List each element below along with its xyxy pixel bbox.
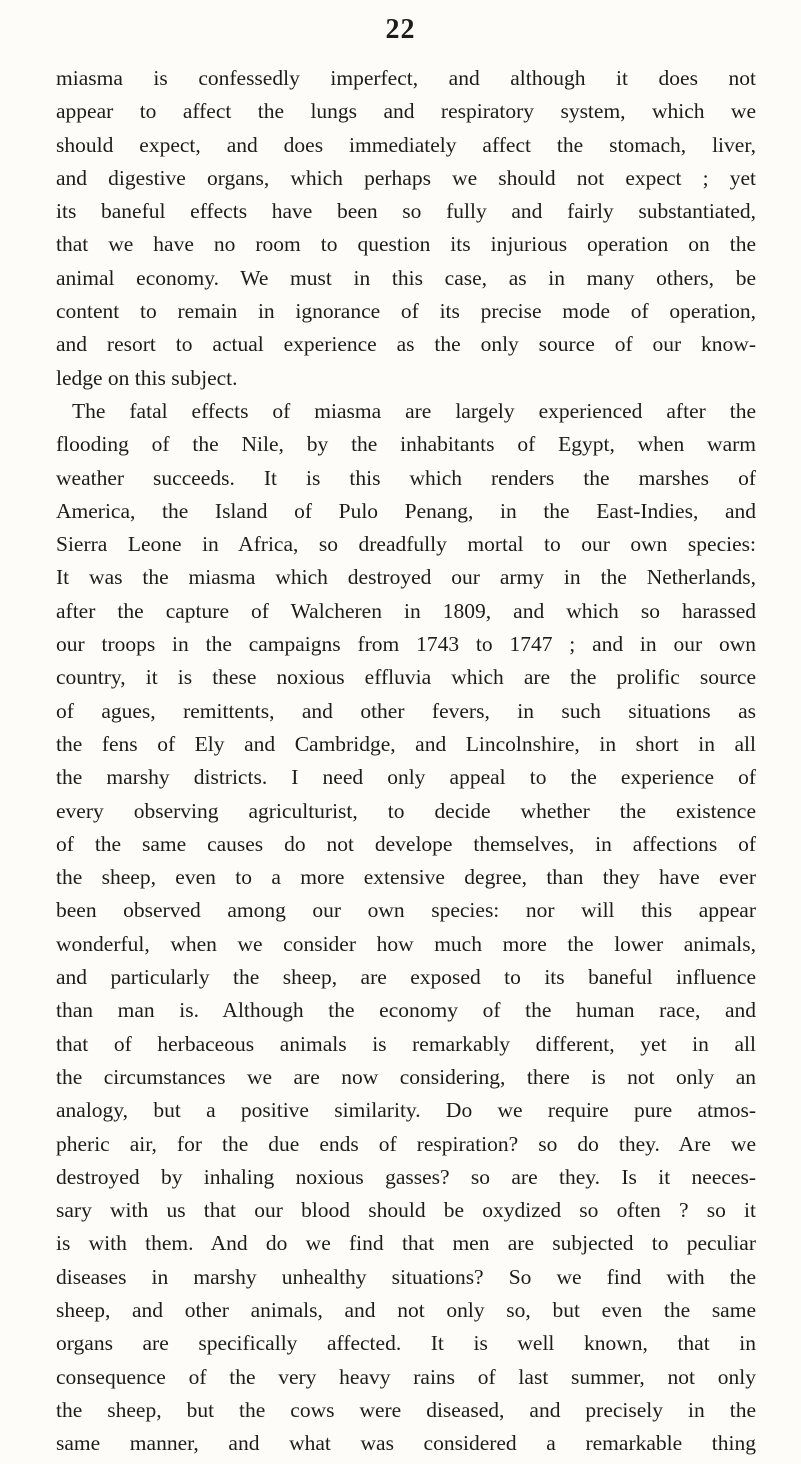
body-text	[56, 62, 756, 1460]
paragraph-1	[56, 62, 756, 395]
text-line: and resort to actual experience as the only source of our know-	[56, 332, 756, 357]
text-line: ledge on this subject.	[56, 365, 238, 390]
page-number: 22	[385, 14, 416, 45]
text-line: flooding of the Nile, by the inhabitants of Egypt, when warm	[56, 432, 756, 457]
text-line: that of herbaceous animals is remarkably different, yet in all	[56, 1031, 756, 1056]
text-line: destroyed by inhaling noxious gasses? so are they. Is it neeces-	[56, 1164, 756, 1189]
text-line: diseases in marshy unhealthy situations? So we find with the	[56, 1264, 756, 1289]
text-line: and particularly the sheep, are exposed to its baneful influence	[56, 965, 756, 990]
text-line: appear to affect the lungs and respiratory system, which we	[56, 99, 756, 124]
text-line: consequence of the very heavy rains of last summer, not only	[56, 1364, 756, 1389]
text-line: pheric air, for the due ends of respiration? so do they. Are we	[56, 1131, 756, 1156]
text-line: should expect, and does immediately affect the stomach, liver,	[56, 132, 756, 157]
text-line: weather succeeds. It is this which renders the marshes of	[56, 465, 756, 490]
text-line: the sheep, but the cows were diseased, and precisely in the	[56, 1397, 756, 1422]
text-line: been observed among our own species: nor will this appear	[56, 898, 756, 923]
text-line: the sheep, even to a more extensive degree, than they have ever	[56, 865, 756, 890]
text-line: the fens of Ely and Cambridge, and Lincolnshire, in short in all	[56, 731, 756, 756]
text-line: every observing agriculturist, to decide whether the existence	[56, 798, 756, 823]
text-line: It was the miasma which destroyed our army in the Netherlands,	[56, 565, 756, 590]
text-line: wonderful, when we consider how much more the lower animals,	[56, 931, 756, 956]
text-line: than man is. Although the economy of the human race, and	[56, 998, 756, 1023]
text-line: and digestive organs, which perhaps we should not expect ; yet	[56, 165, 756, 190]
text-line: content to remain in ignorance of its precise mode of operation,	[56, 299, 756, 324]
text-line: the marshy districts. I need only appeal to the experience of	[56, 765, 756, 790]
text-line: its baneful effects have been so fully and fairly substantiated,	[56, 199, 756, 224]
text-line: is with them. And do we find that men are subjected to peculiar	[56, 1231, 756, 1256]
text-line: of the same causes do not develope themselves, in affections of	[56, 831, 756, 856]
text-line: country, it is these noxious effluvia which are the prolific source	[56, 665, 756, 690]
text-line: that we have no room to question its injurious operation on the	[56, 232, 756, 257]
text-line: sheep, and other animals, and not only so, but even the same	[56, 1297, 756, 1322]
text-line: sary with us that our blood should be oxydized so often ? so it	[56, 1198, 756, 1223]
text-line: our troops in the campaigns from 1743 to 1747 ; and in our own	[56, 632, 756, 657]
text-line: miasma is confessedly imperfect, and although it does not	[56, 66, 756, 90]
text-line: animal economy. We must in this case, as in many others, be	[56, 265, 756, 290]
text-line: the circumstances we are now considering, there is not only an	[56, 1064, 756, 1089]
text-line: organs are specifically affected. It is well known, that in	[56, 1331, 756, 1356]
text-line: same manner, and what was considered a remarkable thing	[56, 1431, 756, 1456]
text-line: The fatal effects of miasma are largely experienced after the	[72, 398, 756, 423]
text-line: Sierra Leone in Africa, so dreadfully mortal to our own species:	[56, 532, 756, 557]
text-line: America, the Island of Pulo Penang, in the East-Indies, and	[56, 498, 756, 523]
text-line: analogy, but a positive similarity. Do we require pure atmos-	[56, 1098, 756, 1123]
paragraph-2	[56, 395, 756, 1461]
text-line: of agues, remittents, and other fevers, in such situations as	[56, 698, 756, 723]
text-line: after the capture of Walcheren in 1809, and which so harassed	[56, 598, 756, 623]
